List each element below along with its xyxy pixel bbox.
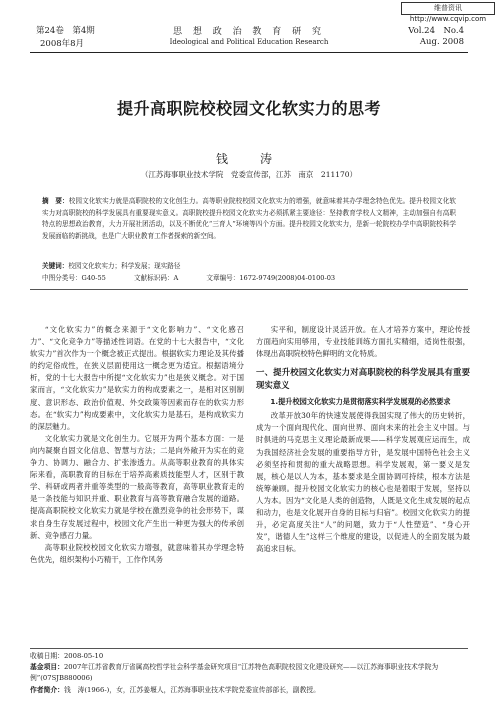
author-name: 钱 涛 <box>215 152 282 166</box>
keywords-text: 校园文化软实力；科学发展；现实路径 <box>68 262 181 270</box>
divider <box>30 289 468 290</box>
volume-label: Vol.24 No.4 <box>408 26 464 36</box>
fund-label: 基金项目： <box>30 663 64 672</box>
abstract-label: 摘 要： <box>42 197 69 205</box>
watermark-stamp: 维普资讯 http://www.cqvip.com <box>401 2 495 15</box>
body-paragraph: 高等职业院校校园文化软实力增强，就意味着其办学理念特色优先，组织架构小巧精干，工作作风务 <box>30 542 244 564</box>
classification-line <box>42 273 456 285</box>
date-label: 2008年8月 <box>40 39 85 49</box>
left-column <box>30 324 244 624</box>
footnote <box>30 648 468 696</box>
abstract-text: 校园文化软实力就是高职院校的文化创生力。高等职业院校校园文化软实力的增强，就意味着其办学理念特色优先。提升校园文化软实力对高职院校的科学发展具有重要现实意义。高职院校提升校园文化软实力必须抓紧主要途径：坚持教育学校人文精神，主动加强自有高职特点的思想政治教育，大力开展社团活动，以及不断优化“三育人”环境等四个方面。提升校园文化软实力，是新一轮院校办学中高职院校科学发展面临的新挑战，也是广大职业教育工作者探索的新空间。 <box>42 197 456 240</box>
section-heading: 一、提升校园文化软实力对高职院校的科学发展具有重要现实意义 <box>256 367 470 391</box>
body-paragraph: “文化软实力”的概念来源于“文化影响力”、“文化感召力”、“文化竞争力”等描述性词语。在党的十七大报告中，“文化软实力”首次作为一个概念被正式提出。根据软实力理论及其传播的约定俗成性，在狭义层面使用这一概念更为适宜。根据语境分析，党的十七大报告中所提“文化软实力”也是狭义概念。对于国家而言，“文化软实力”是软实力的构成要素之一，是相对区别制度、意识形态、政治价值观、外交政策等因素而存在的软实力形态。在“软实力”构成要素中，文化软实力是基石，是构成软实力的深层魅力。 <box>30 325 244 431</box>
keywords-label: 关键词： <box>42 262 69 270</box>
journal-header <box>30 24 468 53</box>
body-paragraph: 文化软实力就是文化创生力。它展开为两个基本方面：一是向内凝聚自固文化信息、智慧与方法；二是向外敞开为实在的竞争力、协调力、融合力、扩张渗透力。从高等职业教育的具体实际来看，高职教育的目标在于培养高素质技能型人才，区别于教学、科研或两者并重等类型的一般高等教育，高等职业教育走的是一条技能与知识并重、职业教育与高等教育融合发展的道路。提高高职院校文化软实力就是学校在激烈竞争的社会形势下，谋求自身生存发展过程中，校园文化产生出一种更为强大的传承创新、竞争感召力量。 <box>30 433 244 540</box>
author-bio <box>30 685 468 696</box>
issue-label: 第24卷 第4期 <box>36 26 95 36</box>
fund-info <box>30 662 468 684</box>
author-bio-label: 作者简介： <box>30 685 64 694</box>
clc-number: 中图分类号：G40-55 <box>42 274 106 282</box>
keywords <box>42 261 456 273</box>
document-code: 文献标识码：A <box>133 274 179 282</box>
article-number: 文章编号：1672-9749(2008)04-0100-03 <box>206 274 336 282</box>
author-affiliation: （江苏海事职业技术学院 党委宣传部，江苏 南京 211170） <box>140 170 358 179</box>
body-paragraph: 改革开放30年的快速发展使得我国实现了伟大的历史转折，成为一个面向现代化、面向世界、面向未来的社会主义中国。与时俱进的马克思主义理论最新成果——科学发展观应运而生，成为我国经济社会发展的重要指导方针，是发展中国特色社会主义必须坚持和贯彻的重大战略思想。科学发展观，第一要义是发展，核心是以人为本，基本要求是全面协调可持续，根本方法是统筹兼顾。提升校园文化软实力的核心也是着眼于发展，坚持以人为本。因为“文化是人类的创造物，人既是文化生成发展的起点和动力，也是文化展开自身的目标与归宿”。校园文化软实力的提升，必定高度关注“人”的问题，致力于“人性塑造”、“身心开发”，谐德人生”这样三个维度的建设，以促进人的全面发展为最高追求目标。 <box>256 411 470 554</box>
author-bio-text: 钱 涛(1966-)，女，江苏姜堰人，江苏海事职业技术学院党委宣传部部长，副教授。 <box>63 685 320 694</box>
fund-text: 2007年江苏省教育厅省属高校哲学社会科学基金研究项目“江苏特色高职院校园文化建设研究——以江苏海事职业技术学院为例”(07SJB880006) <box>30 663 439 683</box>
article-title: 提升高职院校校园文化软实力的思考 <box>116 99 381 118</box>
right-column <box>256 324 470 644</box>
abstract <box>42 196 456 254</box>
received-date: 收稿日期：2008-05-10 <box>30 652 104 660</box>
journal-title-cn: 思 想 政 治 教 育 研 究 <box>172 27 326 37</box>
date-en-label: Aug. 2008 <box>419 37 464 47</box>
journal-title-en: Ideological and Political Education Research <box>169 38 329 46</box>
body-paragraph: 实平和，制度设计灵活开放。在人才培养方案中，理论传授方面趋向实用够用，专业技能训练方面扎实精细，适岗性很强，体现出高职院校特色鲜明的文化特质。 <box>256 325 470 359</box>
subsection-heading: 1.提升校园文化软实力是贯彻落实科学发展观的必然要求 <box>270 397 451 407</box>
